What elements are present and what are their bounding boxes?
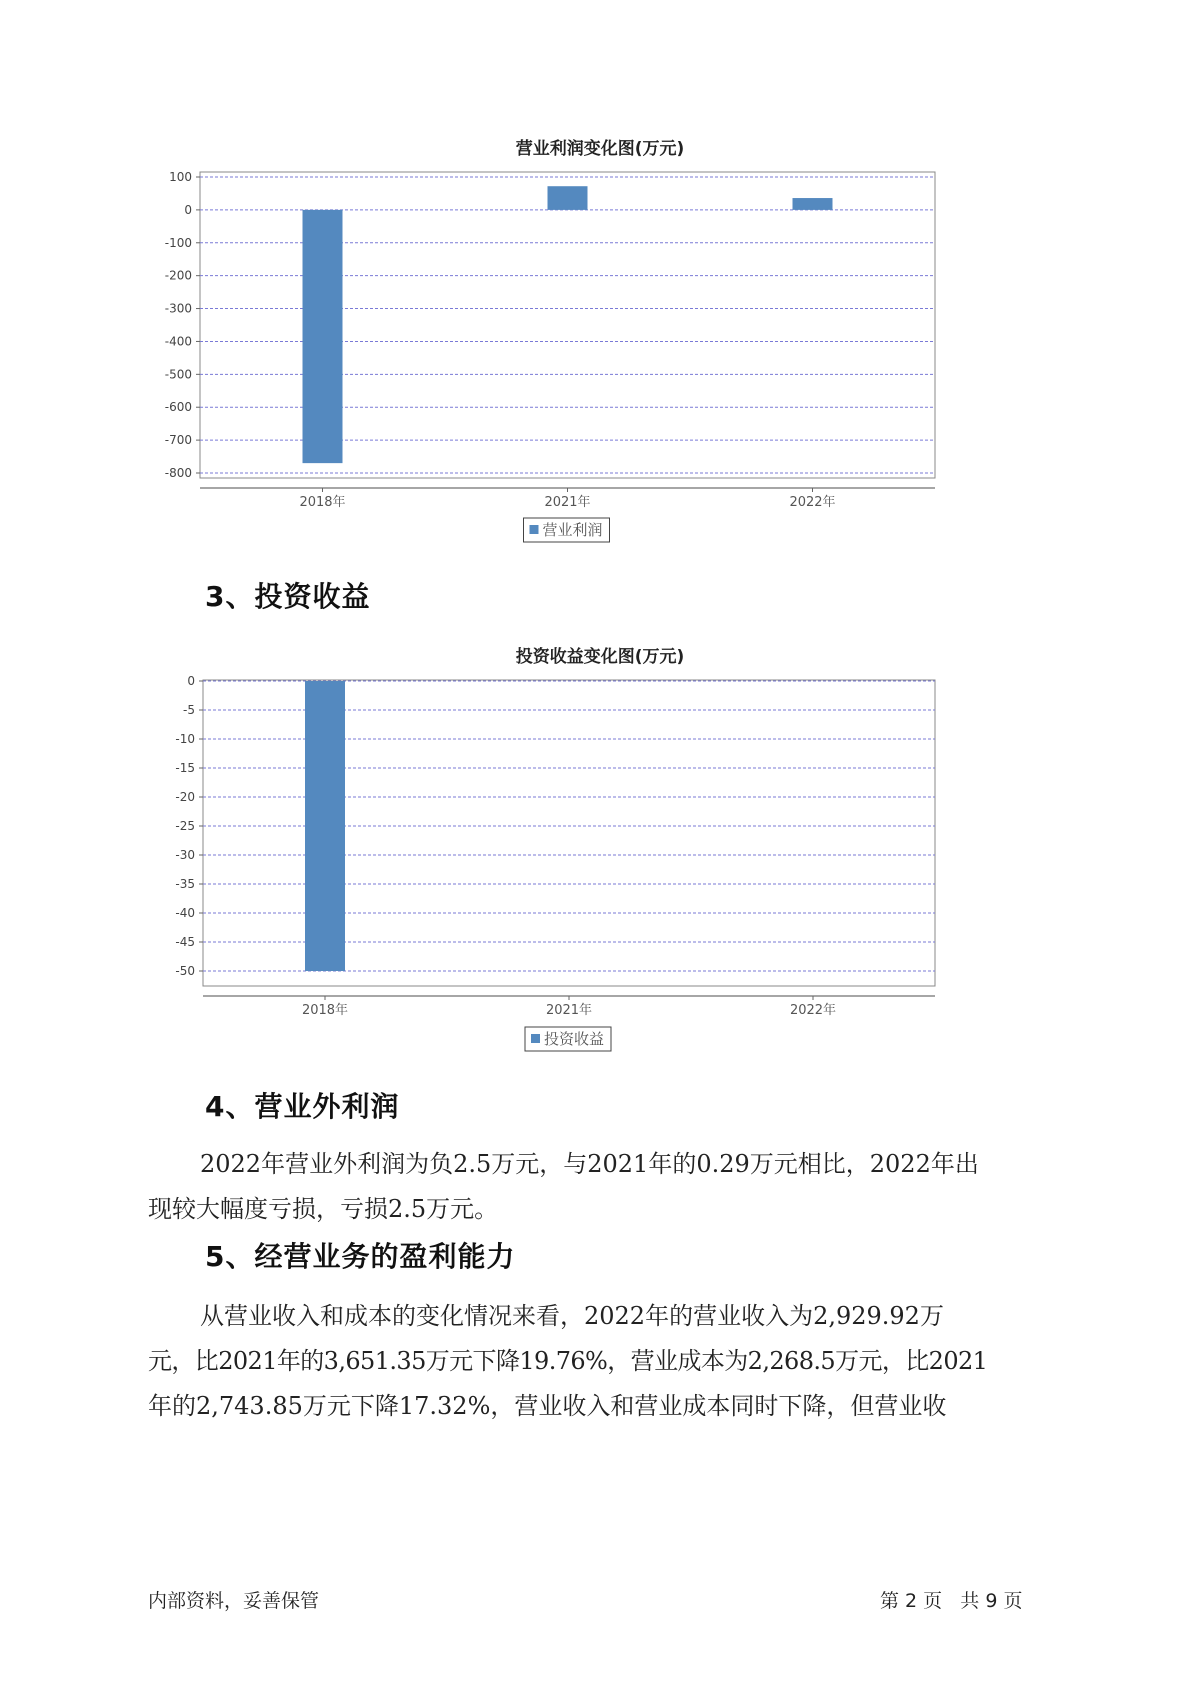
y-tick-label: -40 [175, 906, 195, 920]
operating-profit-chart [150, 130, 1050, 550]
bar [548, 186, 588, 210]
y-tick-label: -50 [175, 964, 195, 978]
x-tick-label: 2021年 [545, 1003, 593, 1018]
y-tick-label: 0 [187, 674, 195, 688]
x-tick-label: 2022年 [789, 1003, 837, 1018]
paragraph-line: 从营业收入和成本的变化情况来看，2022年的营业收入为2,929.92万 [200, 1302, 944, 1330]
bar [305, 681, 345, 971]
paragraph-non-operating-profit [148, 1142, 1058, 1232]
page-number: 第 2 页 共 9 页 [880, 1590, 1023, 1612]
y-tick-label: -800 [164, 466, 192, 480]
y-tick-label: -30 [175, 848, 195, 862]
y-tick-label: -300 [164, 301, 192, 316]
y-tick-label: -35 [175, 877, 195, 891]
footer-note: 内部资料，妥善保管 [148, 1590, 320, 1612]
legend-swatch [530, 525, 539, 534]
section-heading-non-operating-profit: 4、营业外利润 [205, 1090, 400, 1123]
y-tick-label: -500 [164, 367, 192, 382]
y-tick-label: -15 [175, 761, 195, 775]
y-tick-label: -700 [164, 433, 192, 448]
x-tick-label: 2018年 [301, 1003, 349, 1018]
operating-profit-chart-svg [150, 130, 1050, 550]
paragraph-line: 年的2,743.85万元下降17.32%，营业收入和营业成本同时下降，但营业收 [148, 1392, 947, 1420]
y-tick-label: -10 [175, 732, 195, 746]
bar [793, 198, 833, 210]
investment-income-chart-svg [150, 638, 1050, 1068]
section-heading-profitability: 5、经营业务的盈利能力 [205, 1240, 516, 1273]
paragraph-line: 元，比2021年的3,651.35万元下降19.76%，营业成本为2,268.5万元，比2021 [148, 1347, 988, 1375]
y-tick-label: -20 [175, 790, 195, 804]
y-tick-label: -400 [164, 334, 192, 349]
chart-title: 投资收益变化图(万元) [515, 647, 685, 667]
legend-swatch [531, 1034, 540, 1043]
bar [303, 210, 343, 463]
y-tick-label: -100 [164, 235, 192, 250]
y-tick-label: -25 [175, 819, 195, 833]
y-tick-label: -600 [164, 400, 192, 415]
paragraph-line: 现较大幅度亏损，亏损2.5万元。 [148, 1195, 499, 1223]
y-tick-label: 0 [184, 202, 192, 217]
chart-title: 营业利润变化图(万元) [515, 139, 685, 159]
y-tick-label: 100 [169, 170, 192, 184]
y-tick-label: -45 [175, 935, 195, 949]
legend-label: 营业利润 [542, 521, 603, 539]
investment-income-chart [150, 638, 1050, 1068]
paragraph-profitability [148, 1294, 1058, 1429]
x-tick-label: 2022年 [789, 495, 836, 510]
legend-label: 投资收益 [544, 1030, 605, 1048]
section-heading-investment-income: 3、投资收益 [205, 580, 371, 613]
y-tick-label: -5 [183, 703, 195, 717]
x-tick-label: 2021年 [544, 495, 591, 510]
paragraph-line: 2022年营业外利润为负2.5万元，与2021年的0.29万元相比，2022年出 [200, 1150, 979, 1178]
x-tick-label: 2018年 [299, 495, 346, 510]
y-tick-label: -200 [164, 268, 192, 283]
